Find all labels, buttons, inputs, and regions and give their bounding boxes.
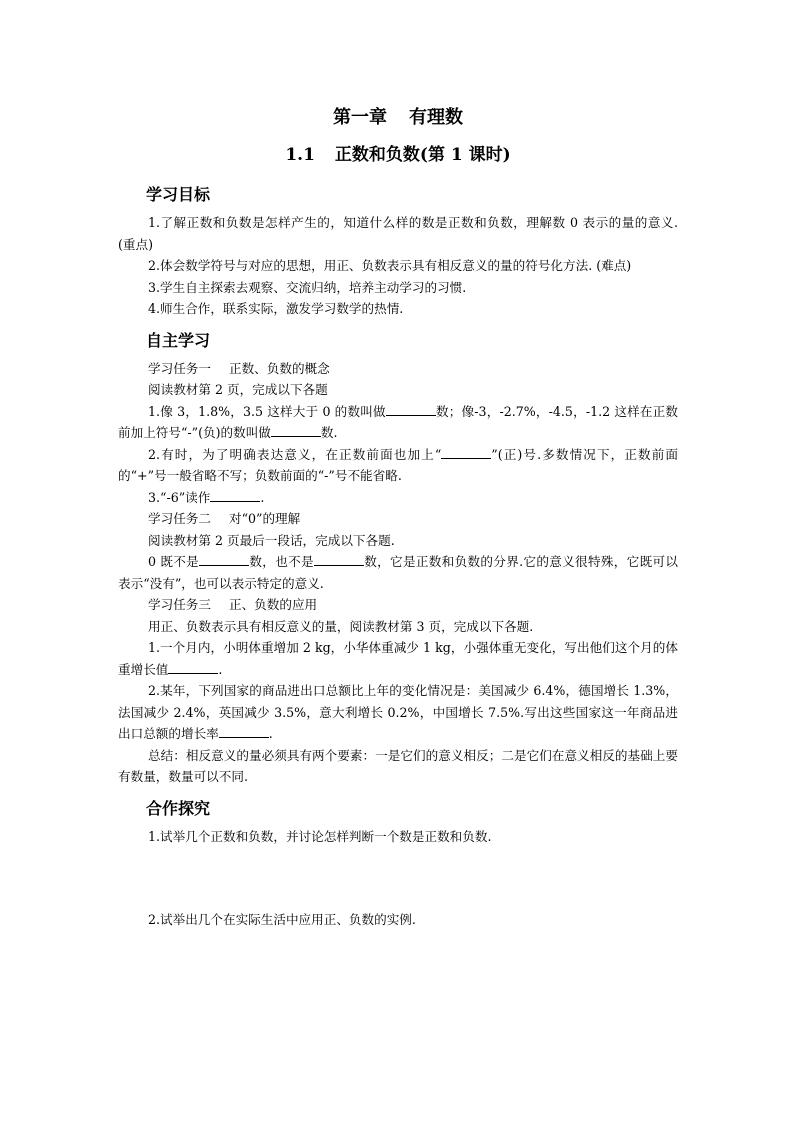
read-instruction-2: 阅读教材第 2 页最后一段话，完成以下各题. [148, 532, 395, 548]
task3-title [118, 594, 678, 616]
question-zero: 0 既不是 数，也不是 数，它是正数和负数的分界.它的意义很特殊，它既可以表示“没有”，也可以表示特定的意义. [118, 551, 678, 594]
chapter-title [118, 100, 678, 136]
task1-name: 正数、负数的概念 [228, 360, 330, 376]
coop-question-2: 2.试举出几个在实际生活中应用正、负数的实例. [148, 912, 416, 927]
lesson-title [118, 136, 678, 174]
question-trade-growth: 2.某年，下列国家的商品进出口总额比上年的变化情况是：美国减少 6.4%，德国增长 1.3%，法国减少 2.4%，英国减少 3.5%，意大利增长 0.2%，中国增长 7.5%.写出这些国家这一年商品进出口总额的增长率 . [118, 683, 678, 741]
self-study-heading: 自主学习 [146, 330, 211, 350]
goal-item-4: 4.师生合作，联系实际，激发学习数学的热情. [148, 301, 404, 316]
worksheet-page [118, 100, 678, 931]
summary: 总结：相反意义的量必须具有两个要素：一是它们的意义相反；二是它们在意义相反的基础上要有数量，数量可以不同. [118, 747, 678, 784]
answer-blank[interactable] [210, 487, 260, 502]
answer-blank[interactable] [441, 444, 491, 459]
goal-item-1: 1.了解正数和负数是怎样产生的，知道什么样的数是正数和负数，理解数 0 表示的量的意义. (重点) [118, 215, 678, 252]
goal-item-3: 3.学生自主探索去观察、交流归纳，培养主动学习的习惯. [148, 279, 467, 295]
task2-title [118, 508, 678, 530]
chapter-name: 有理数 [409, 107, 463, 128]
goal-item-2: 2.体会数学符号与对应的思想，用正、负数表示具有相反意义的量的符号化方法. (难点) [148, 258, 632, 273]
question-weight: 1.一个月内，小明体重增加 2 kg，小华体重减少 1 kg，小强体重无变化，写出他们这个月的体重增长值 . [118, 640, 678, 677]
read-instruction-1: 阅读教材第 2 页，完成以下各题 [148, 382, 328, 397]
question-positive-negative: 1.像 3，1.8%，3.5 这样大于 0 的数叫做 数；像-3，-2.7%，-4.5，-1.2 这样在正数前加上符号“-”(负)的数叫做 数. [118, 401, 678, 444]
question-plus-sign: 2.有时，为了明确表达意义，在正数前面也加上“ ”(正)号.多数情况下，正数前面的“+”号一般省略不写；负数前面的“-”号不能省略. [118, 444, 678, 487]
answer-blank[interactable] [219, 723, 269, 738]
chapter-label: 第一章 [333, 107, 387, 128]
answer-blank[interactable] [314, 551, 364, 566]
task3-name: 正、负数的应用 [228, 597, 318, 612]
read-instruction-3: 用正、负数表示具有相反意义的量，阅读教材第 3 页，完成以下各题. [148, 618, 534, 634]
answer-space[interactable] [118, 847, 678, 909]
lesson-name: 正数和负数(第 1 课时) [334, 145, 511, 165]
lesson-number: 1.1 [285, 145, 315, 165]
task1-title [118, 358, 678, 380]
answer-blank[interactable] [271, 422, 321, 437]
answer-blank[interactable] [168, 659, 218, 674]
goals-heading: 学习目标 [146, 185, 211, 204]
task2-label: 学习任务二 [148, 511, 211, 526]
task3-label: 学习任务三 [148, 597, 211, 612]
question-read-minus-six: 3.“-6”读作 . [118, 487, 678, 509]
task1-label: 学习任务一 [148, 360, 211, 376]
task2-name: 对“0”的理解 [228, 511, 301, 526]
coop-question-1: 1.试举几个正数和负数，并讨论怎样判断一个数是正数和负数. [148, 828, 492, 844]
cooperative-heading: 合作探究 [146, 798, 211, 818]
answer-blank[interactable] [199, 551, 249, 566]
answer-blank[interactable] [386, 401, 436, 416]
